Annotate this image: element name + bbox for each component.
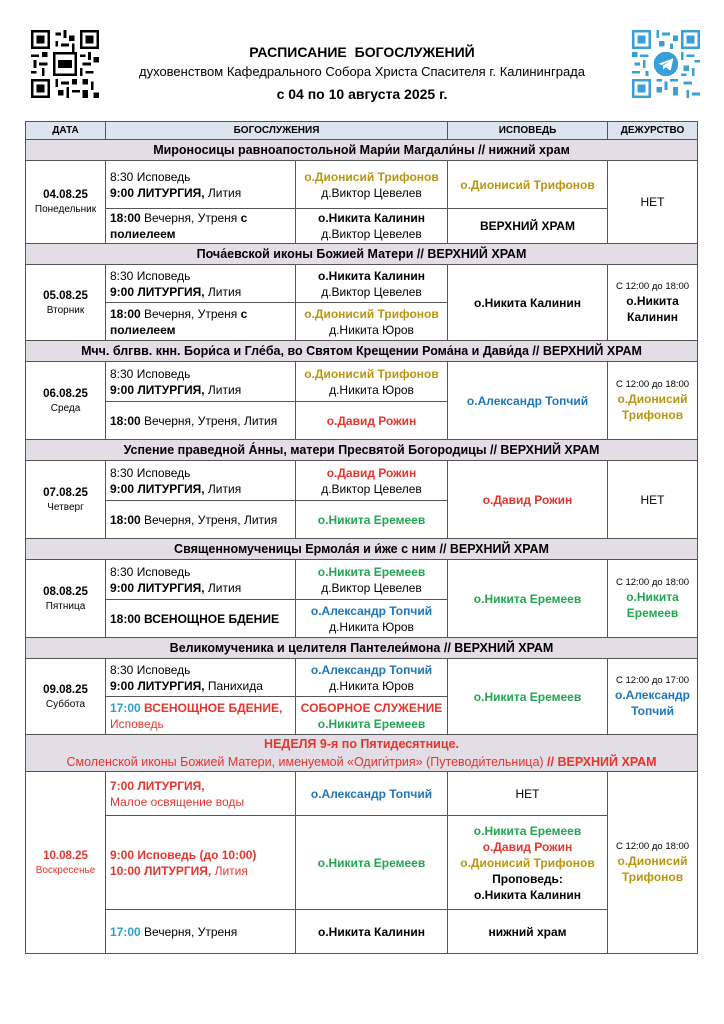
clergy-cell: о.Дионисий Трифонов д.Никита Юров [296,303,448,341]
confession-cell: о.Никита Калинин [448,265,608,341]
duty-cell: С 12:00 до 18:00 о.Никита Калинин [608,265,698,341]
service-cell: 8:30 Исповедь 9:00 ЛИТУРГИЯ, Лития [106,362,296,402]
feast-title: НЕДЕЛЯ 9-я по Пятидесятнице. Смоленской иконы Божией Матери, именуемой «Одиги́трия» (Путеводи́тельница) // ВЕРХНИЙ ХРАМ [26,735,698,772]
date-cell: 07.08.25 Четверг [26,461,106,539]
clergy-cell: о.Давид Рожин [296,402,448,440]
weekday: Понедельник [34,204,97,215]
duty-cell: С 12:00 до 17:00 о.Александр Топчий [608,659,698,735]
feast-title: Великомученика и целителя Пантелеи́мона // ВЕРХНИЙ ХРАМ [26,638,698,659]
feast-row [26,140,698,161]
column-header-services: БОГОСЛУЖЕНИЯ [106,122,448,140]
confession-cell: о.Никита Еремеев о.Давид Рожин о.Дионисий Трифонов Проповедь: о.Никита Калинин [448,816,608,910]
service-cell: 8:30 Исповедь 9:00 ЛИТУРГИЯ, Панихида [106,659,296,697]
feast-title: Поча́евской иконы Божией Матери // ВЕРХНИЙ ХРАМ [26,244,698,265]
clergy-cell: о.Александр Топчий д.Никита Юров [296,659,448,697]
confession-cell: о.Дионисий Трифонов [448,161,608,209]
table-row [26,362,698,402]
table-row [26,560,698,600]
column-header-duty: ДЕЖУРСТВО [608,122,698,140]
column-header-confession: ИСПОВЕДЬ [448,122,608,140]
date-cell: 09.08.25 Суббота [26,659,106,735]
table-row [26,816,698,910]
clergy-cell: СОБОРНОЕ СЛУЖЕНИЕ о.Никита Еремеев [296,697,448,735]
qr-code-telegram-icon[interactable] [632,30,700,98]
qr-code-vk-icon[interactable] [31,30,99,98]
confession-cell: о.Никита Еремеев [448,560,608,638]
table-row [26,161,698,209]
clergy-cell: о.Никита Калинин [296,910,448,954]
clergy-cell: о.Никита Еремеев [296,816,448,910]
service-cell: 9:00 Исповедь (до 10:00) 10:00 ЛИТУРГИЯ, Лития [106,816,296,910]
duty-cell: С 12:00 до 18:00 о.Дионисий Трифонов [608,772,698,954]
confession-cell: о.Никита Еремеев [448,659,608,735]
duty-cell: НЕТ [608,461,698,539]
service-cell: 17:00 Вечерня, Утреня [106,910,296,954]
feast-row [26,244,698,265]
feast-row [26,638,698,659]
feast-title: Мчч. блгвв. кнн. Бори́са и Гле́ба, во Святом Крещении Рома́на и Дави́да // ВЕРХНИЙ ХРАМ [26,341,698,362]
duty-cell: С 12:00 до 18:00 о.Дионисий Трифонов [608,362,698,440]
date-cell: 10.08.25 Воскресенье [26,772,106,954]
table-row [26,659,698,697]
date-cell: 06.08.25 Среда [26,362,106,440]
clergy-cell: о.Дионисий Трифонов д.Никита Юров [296,362,448,402]
service-cell: 8:30 Исповедь 9:00 ЛИТУРГИЯ, Лития [106,560,296,600]
date-cell: 05.08.25 Вторник [26,265,106,341]
table-row [26,209,698,244]
schedule-title: РАСПИСАНИЕ БОГОСЛУЖЕНИЙ [249,44,475,60]
schedule-subtitle: духовенством Кафедрального Собора Христа Спасителя г. Калининграда [139,64,585,79]
schedule-table [25,121,698,954]
service-cell: 8:30 Исповедь 9:00 ЛИТУРГИЯ, Лития [106,161,296,209]
clergy-cell: о.Никита Калинин д.Виктор Цевелев [296,209,448,244]
service-cell: 8:30 Исповедь 9:00 ЛИТУРГИЯ, Лития [106,461,296,501]
feast-row [26,440,698,461]
duty-cell: С 12:00 до 18:00 о.Никита Еремеев [608,560,698,638]
table-header-row [26,122,698,140]
clergy-cell: о.Александр Топчий д.Никита Юров [296,600,448,638]
service-cell: 7:00 ЛИТУРГИЯ, Малое освящение воды [106,772,296,816]
service-cell: 18:00 Вечерня, Утреня, Лития [106,501,296,539]
clergy-cell: о.Александр Топчий [296,772,448,816]
table-row [26,265,698,303]
service-cell: 17:00 ВСЕНОЩНОЕ БДЕНИЕ, Исповедь [106,697,296,735]
date-cell [26,161,106,244]
feast-row [26,539,698,560]
date: 04.08.25 [43,189,88,201]
schedule-period: с 04 по 10 августа 2025 г. [276,86,448,102]
feast-title: Мироносицы равноапостольной Мари́и Магдали́ны // нижний храм [26,140,698,161]
service-cell: 18:00 Вечерня, Утреня с полиелеем [106,209,296,244]
service-cell: 18:00 Вечерня, Утреня с полиелеем [106,303,296,341]
feast-title: Священномученицы Ермола́я и и́же с ним // ВЕРХНИЙ ХРАМ [26,539,698,560]
date-cell: 08.08.25 Пятница [26,560,106,638]
clergy-cell: о.Давид Рожин д.Виктор Цевелев [296,461,448,501]
service-cell: 18:00 Вечерня, Утреня, Лития [106,402,296,440]
confession-cell: о.Александр Топчий [448,362,608,440]
table-row [26,910,698,954]
clergy-cell: о.Никита Калинин д.Виктор Цевелев [296,265,448,303]
confession-cell: ВЕРХНИЙ ХРАМ [448,209,608,244]
service-cell: 8:30 Исповедь 9:00 ЛИТУРГИЯ, Лития [106,265,296,303]
service-cell: 18:00 ВСЕНОЩНОЕ БДЕНИЕ [106,600,296,638]
clergy-cell: о.Никита Еремеев [296,501,448,539]
table-row [26,461,698,501]
column-header-date: ДАТА [26,122,106,140]
feast-row [26,341,698,362]
feast-row [26,735,698,772]
confession-cell: нижний храм [448,910,608,954]
confession-cell: о.Давид Рожин [448,461,608,539]
table-row [26,772,698,816]
duty-cell: НЕТ [608,161,698,244]
clergy-cell: о.Дионисий Трифонов д.Виктор Цевелев [296,161,448,209]
feast-title: Успение праведной А́нны, матери Пресвятой Богородицы // ВЕРХНИЙ ХРАМ [26,440,698,461]
confession-cell: НЕТ [448,772,608,816]
clergy-cell: о.Никита Еремеев д.Виктор Цевелев [296,560,448,600]
